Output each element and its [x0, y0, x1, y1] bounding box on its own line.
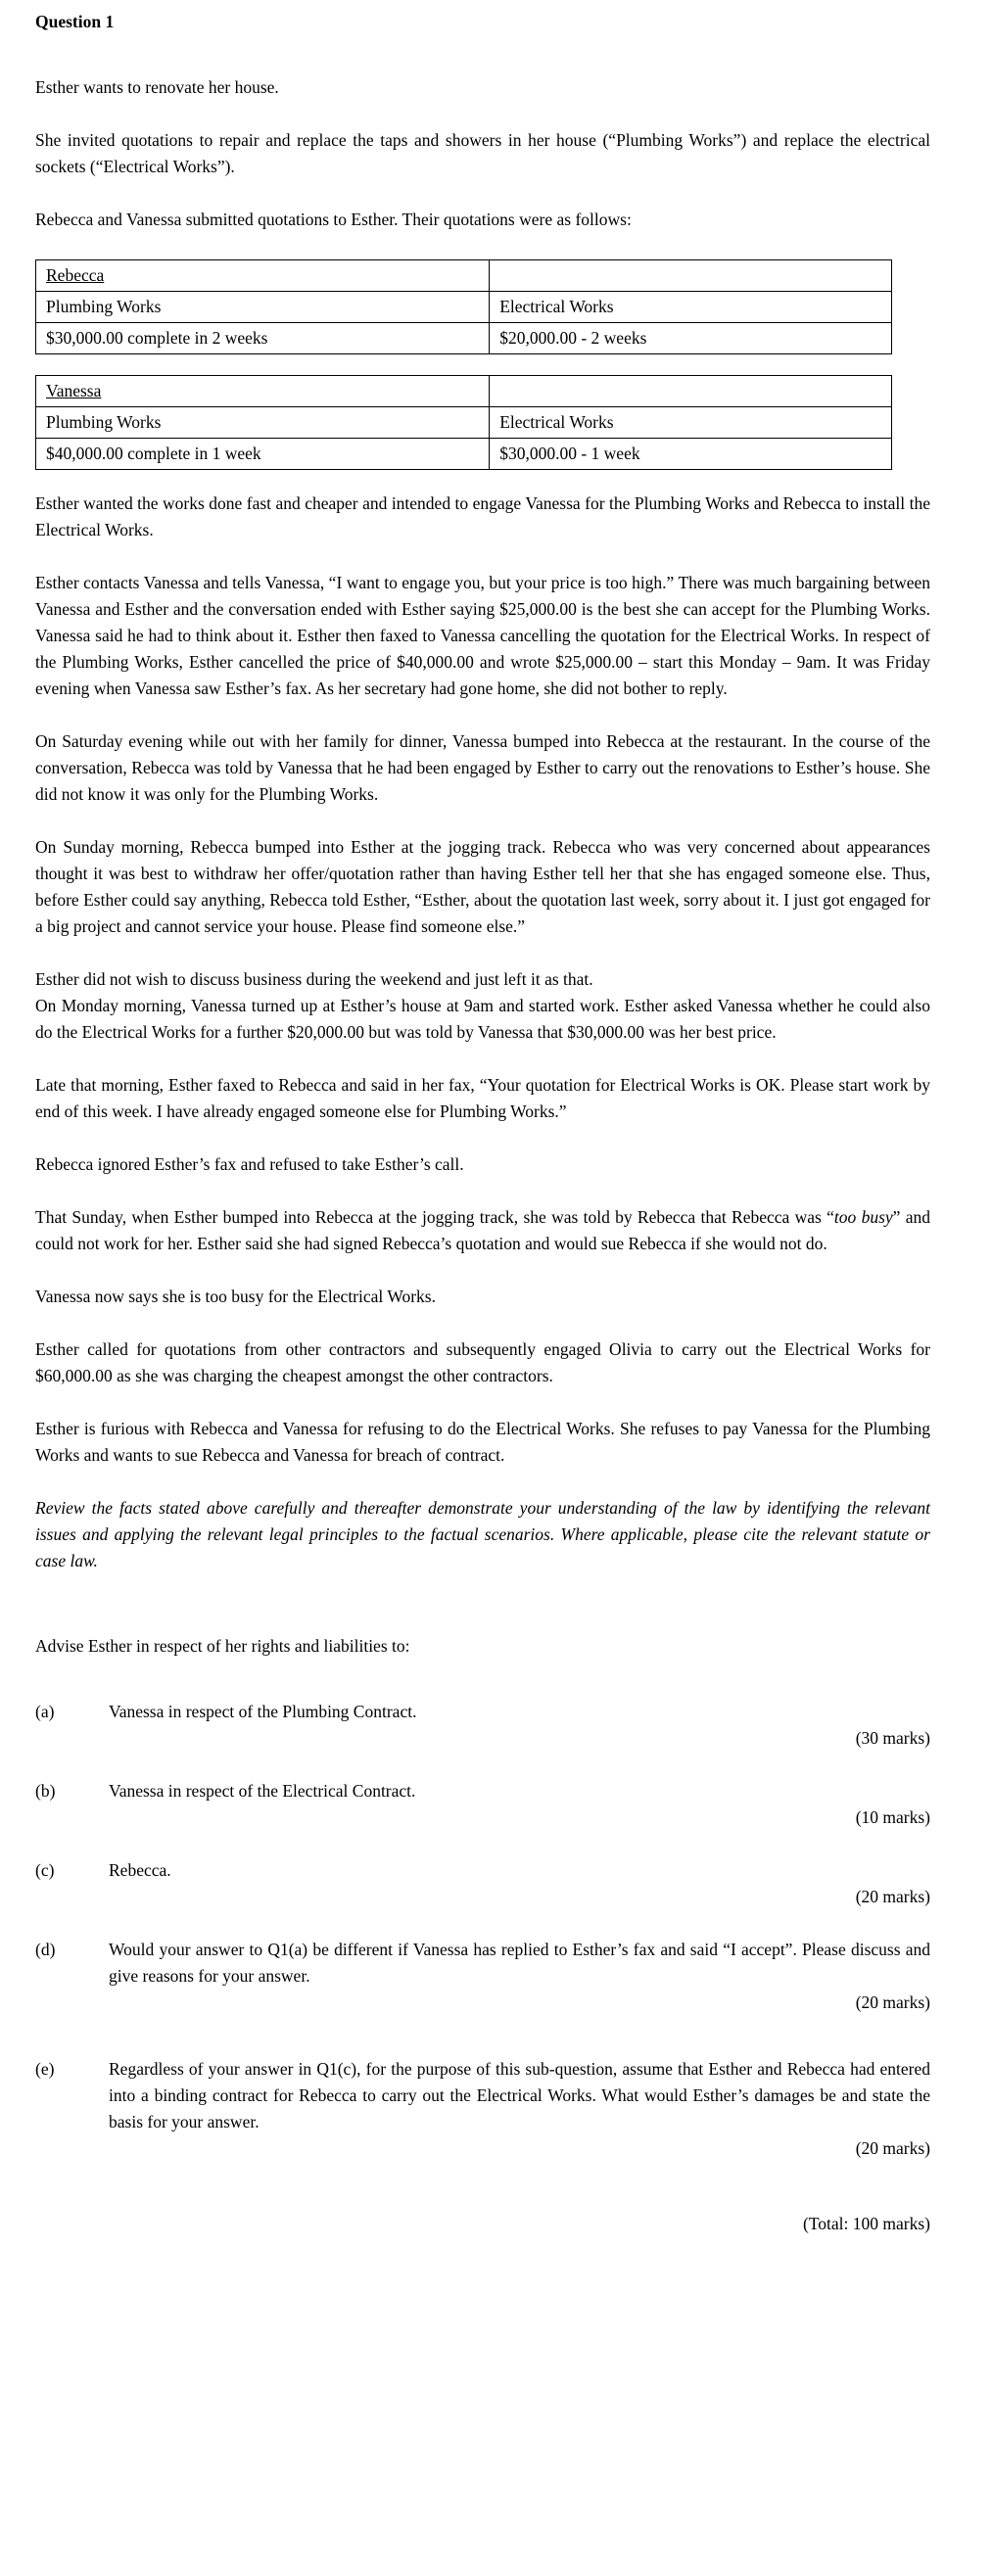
too-busy-after: ” and could not work for her. Esther said she had signed Rebecca’s quotation and would sue Rebecca if she would not do.: [35, 1207, 930, 1253]
plumbing-works-header-cell: Plumbing Works: [36, 407, 490, 439]
sub-question-d: [35, 1937, 930, 2016]
total-marks-label: (Total: 100 marks): [803, 2214, 930, 2233]
sub-question-c: [35, 1857, 930, 1910]
table-row: [36, 439, 892, 470]
sub-questions-list: [35, 1699, 930, 2162]
marks-label: (20 marks): [855, 1887, 930, 1906]
too-busy-italic: too busy: [833, 1207, 893, 1227]
sub-question-text: Would your answer to Q1(a) be different if Vanessa has replied to Esther’s fax and said “I accept”. Please discuss and give reasons for your answer.: [109, 1940, 930, 1986]
contractor-name: Vanessa: [46, 381, 102, 400]
instructions-paragraph: Review the facts stated above carefully and thereafter demonstrate your understanding of the law by identifying the relevant issues and applying the relevant legal principles to the factual scenarios. Where applicable, please cite the relevant statute or case law.: [35, 1498, 930, 1570]
saturday-dinner-paragraph: On Saturday evening while out with her family for dinner, Vanessa bumped into Rebecca at the restaurant. In the course of the conversation, Rebecca was told by Vanessa that he had been engaged by Esther to carry out the renovations to Esther’s house. She did not know it was only for the Plumbing Works.: [35, 731, 930, 804]
empty-cell: [490, 376, 892, 407]
weekend-paragraph: Esther did not wish to discuss business during the weekend and just left it as that.: [35, 969, 593, 989]
plumbing-quote-cell: $40,000.00 complete in 1 week: [36, 439, 490, 470]
invited-quotations-paragraph: She invited quotations to repair and replace the taps and showers in her house (“Plumbing Works”) and replace the electrical sockets (“Electrical Works”).: [35, 130, 930, 176]
rebecca-ignored-paragraph: Rebecca ignored Esther’s fax and refused to take Esther’s call.: [35, 1154, 464, 1174]
sub-question-text: Regardless of your answer in Q1(c), for the purpose of this sub-question, assume that Esther and Rebecca had entered into a binding contract for Rebecca to carry out the Electrical Works. What would Esther’s damages be and state the basis for your answer.: [109, 2059, 930, 2131]
quotation-table-rebecca: [35, 259, 892, 354]
fax-to-rebecca-paragraph: Late that morning, Esther faxed to Rebecca and said in her fax, “Your quotation for Electrical Works is OK. Please start work by end of this week. I have already engaged someone else for Plumbing Works.”: [35, 1075, 930, 1121]
table-row: [36, 260, 892, 292]
esther-furious-paragraph: Esther is furious with Rebecca and Vanessa for refusing to do the Electrical Works. She refuses to pay Vanessa for the Plumbing Works and wants to sue Rebecca and Vanessa for breach of contract.: [35, 1419, 930, 1465]
electrical-works-header-cell: Electrical Works: [490, 407, 892, 439]
bargaining-paragraph: Esther contacts Vanessa and tells Vanessa, “I want to engage you, but your price is too high.” There was much bargaining between Vanessa and Esther and the conversation ended with Esther saying $25,000.00 is the best she can accept for the Plumbing Works. Vanessa said he had to think about it. Esther then faxed to Vanessa cancelling the quotation for the Electrical Works. In respect of the Plumbing Works, Esther cancelled the price of $40,000.00 and wrote $25,000.00 – start this Monday – 9am. It was Friday evening when Vanessa saw Esther’s fax. As her secretary had gone home, she did not bother to reply.: [35, 573, 930, 698]
electrical-works-header-cell: Electrical Works: [490, 292, 892, 323]
olivia-engaged-paragraph: Esther called for quotations from other contractors and subsequently engaged Olivia to carry out the Electrical Works for $60,000.00 as she was charging the cheapest amongst the other contractors.: [35, 1339, 930, 1385]
sub-question-text: Vanessa in respect of the Plumbing Contract.: [109, 1702, 417, 1721]
sub-question-label: (e): [35, 2059, 55, 2079]
sunday-jogging-paragraph: On Sunday morning, Rebecca bumped into Esther at the jogging track. Rebecca who was very concerned about appearances thought it was best to withdraw her offer/quotation rather than having Esther tell her that she has engaged someone else. Thus, before Esther could say anything, Rebecca told Esther, “Esther, about the quotation last week, sorry about it. I just got engaged for a big project and cannot service your house. Please find someone else.”: [35, 837, 930, 936]
sub-question-text: Vanessa in respect of the Electrical Contract.: [109, 1781, 416, 1801]
table-row: [36, 407, 892, 439]
question-title: Question 1: [35, 12, 115, 31]
sub-question-label: (c): [35, 1860, 55, 1880]
too-busy-paragraph: [35, 1204, 930, 1257]
sub-question-label: (d): [35, 1940, 56, 1959]
empty-cell: [490, 260, 892, 292]
marks-label: (20 marks): [855, 1992, 930, 2012]
vanessa-too-busy-paragraph: Vanessa now says she is too busy for the Electrical Works.: [35, 1287, 436, 1306]
quotations-submitted-paragraph: Rebecca and Vanessa submitted quotations to Esther. Their quotations were as follows:: [35, 210, 632, 229]
electrical-quote-cell: $30,000.00 - 1 week: [490, 439, 892, 470]
marks-label: (30 marks): [855, 1728, 930, 1748]
contractor-name: Rebecca: [46, 265, 105, 285]
plumbing-quote-cell: $30,000.00 complete in 2 weeks: [36, 323, 490, 354]
sub-question-label: (b): [35, 1781, 56, 1801]
esther-intention-paragraph: Esther wanted the works done fast and cheaper and intended to engage Vanessa for the Plumbing Works and Rebecca to install the Electrical Works.: [35, 493, 930, 539]
sub-question-b: [35, 1778, 930, 1831]
intro-paragraph: Esther wants to renovate her house.: [35, 77, 279, 97]
table-row: [36, 376, 892, 407]
marks-label: (20 marks): [855, 2138, 930, 2158]
plumbing-works-header-cell: Plumbing Works: [36, 292, 490, 323]
marks-label: (10 marks): [855, 1807, 930, 1827]
advise-paragraph: Advise Esther in respect of her rights and liabilities to:: [35, 1636, 410, 1656]
sub-question-text: Rebecca.: [109, 1860, 171, 1880]
quotation-table-vanessa: [35, 375, 892, 470]
table-row: [36, 323, 892, 354]
sub-question-e: [35, 2056, 930, 2162]
monday-morning-paragraph: On Monday morning, Vanessa turned up at Esther’s house at 9am and started work. Esther asked Vanessa whether he could also do the Electrical Works for a further $20,000.00 but was told by Vanessa that $30,000.00 was her best price.: [35, 996, 930, 1042]
table-row: [36, 292, 892, 323]
too-busy-before: That Sunday, when Esther bumped into Rebecca at the jogging track, she was told by Rebecca that Rebecca was “: [35, 1207, 834, 1227]
sub-question-a: [35, 1699, 930, 1752]
sub-question-label: (a): [35, 1702, 55, 1721]
electrical-quote-cell: $20,000.00 - 2 weeks: [490, 323, 892, 354]
